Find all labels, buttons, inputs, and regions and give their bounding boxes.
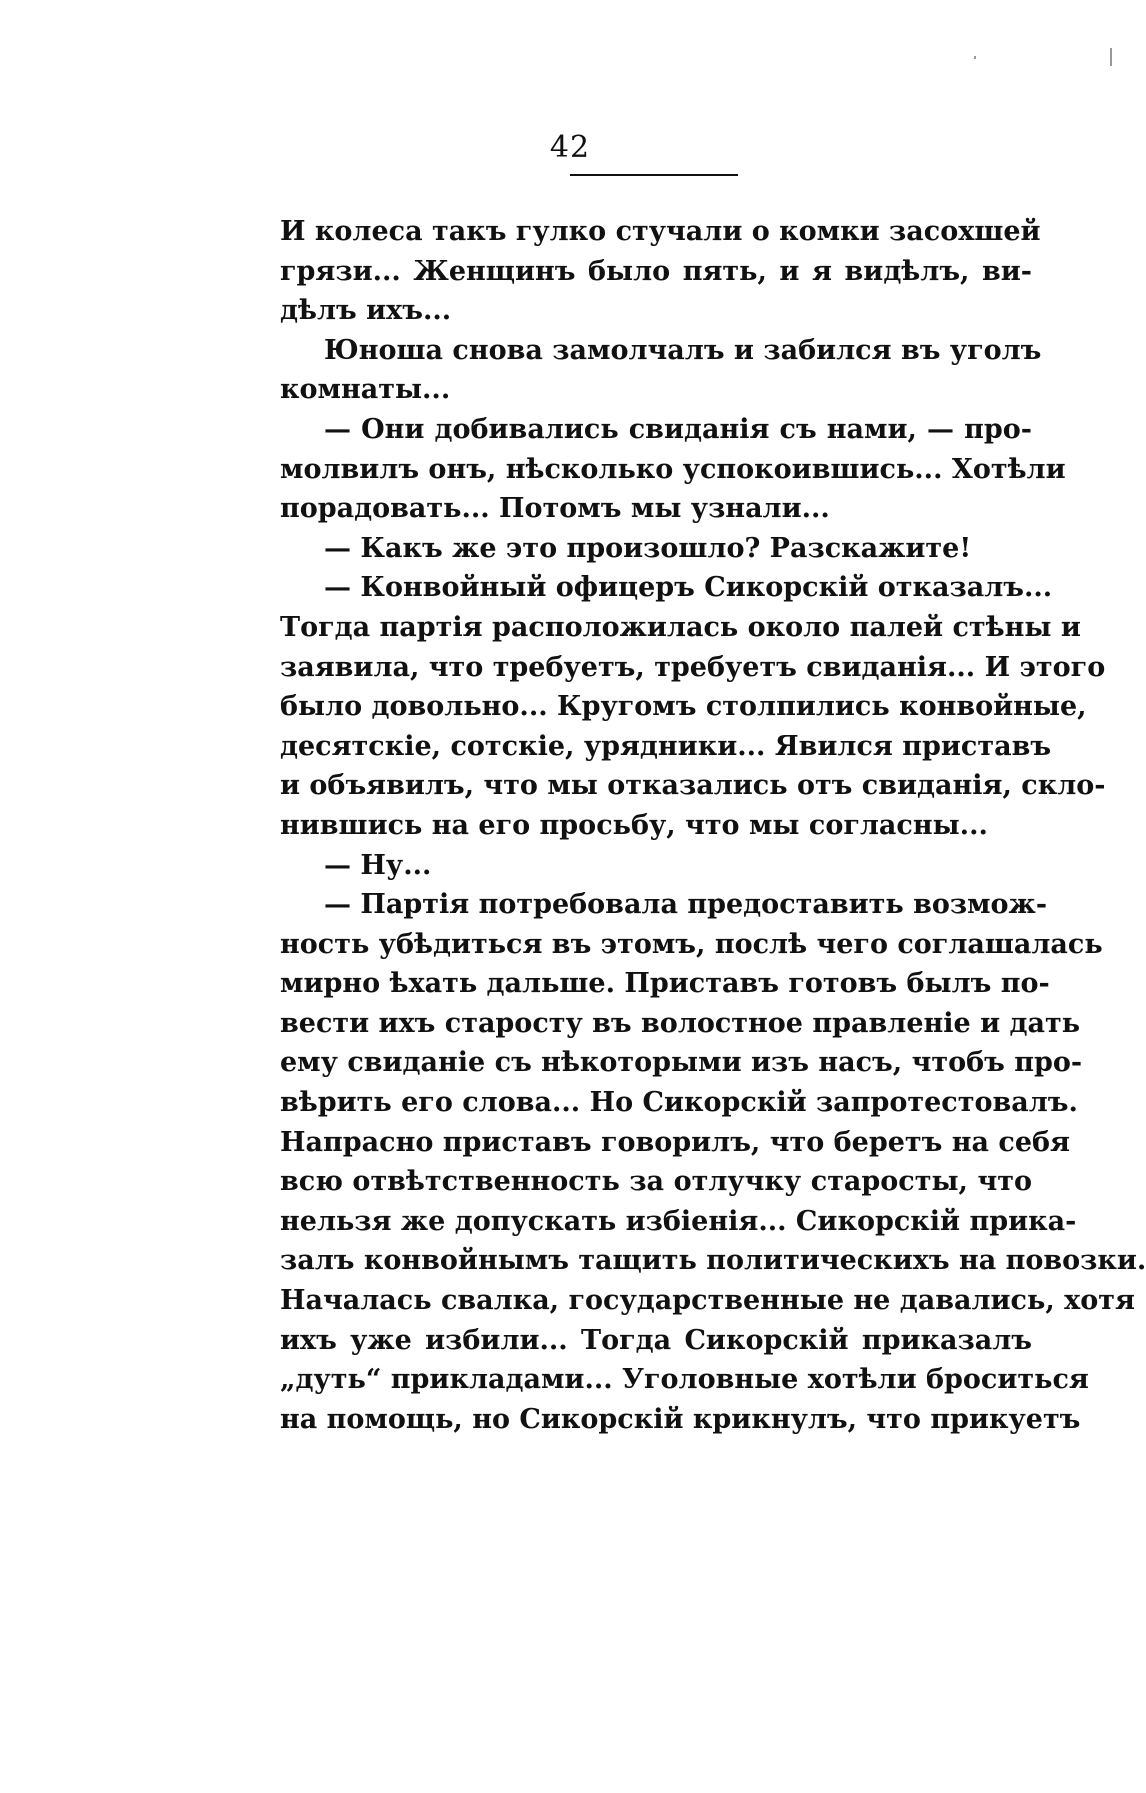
dialogue-line: — Ну... <box>324 849 432 881</box>
text-line: ность убѣдиться въ этомъ, послѣ чего соглашалась <box>280 928 1103 960</box>
body-text <box>280 212 1146 1439</box>
text-line: и объявилъ, что мы отказались отъ свиданія, скло- <box>280 770 1106 802</box>
text-line: молвилъ онъ, нѣсколько успокоившись... Хотѣли <box>280 453 1066 485</box>
text-line: мирно ѣхать дальше. Приставъ готовъ былъ по- <box>280 968 1050 1000</box>
text-line: нельзя же допускать избіенія... Сикорскій прика- <box>280 1205 1077 1237</box>
text-line: заявила, что требуетъ, требуетъ свиданія... И этого <box>280 651 1106 683</box>
paragraph-line: Юноша снова замолчалъ и забился въ уголъ <box>324 334 1042 366</box>
text-line: десятскіе, сотскіе, урядники... Явился приставъ <box>280 730 1052 762</box>
dialogue-line: — Они добивались свиданія съ нами, — про- <box>324 413 1032 445</box>
scan-speck <box>974 56 976 59</box>
text-line: Напрасно приставъ говорилъ, что беретъ на себя <box>280 1126 1070 1158</box>
dialogue-line: — Конвойный офицеръ Сикорскій отказалъ... <box>324 572 1053 604</box>
text-line: вѣрить его слова... Но Сикорскій запротестовалъ. <box>280 1087 1078 1119</box>
text-line: было довольно... Кругомъ столпились конвойные, <box>280 691 1087 723</box>
text-line: И колеса такъ гулко стучали о комки засохшей <box>280 216 1041 247</box>
text-line: на помощь, но Сикорскій крикнулъ, что прикуетъ <box>280 1403 1081 1435</box>
text-line: порадовать... Потомъ мы узнали... <box>280 493 830 525</box>
text-line: Началась свалка, государственные не давались, хотя <box>280 1285 1135 1317</box>
text-line: вести ихъ старосту въ волостное правленіе и дать <box>280 1007 1081 1039</box>
scan-speck <box>1110 48 1112 66</box>
text-line: дѣлъ ихъ... <box>280 295 452 327</box>
text-line: Тогда партія расположилась около палей стѣны и <box>280 611 1081 643</box>
text-line: ихъ уже избили... Тогда Сикорскій приказалъ <box>280 1324 1032 1356</box>
text-line: ему свиданіе съ нѣкоторыми изъ насъ, чтобъ про- <box>280 1047 1083 1079</box>
text-line: нившись на его просьбу, что мы согласны... <box>280 809 988 841</box>
text-line: „дуть“ прикладами... Уголовные хотѣли броситься <box>280 1364 1089 1396</box>
page-number-rule <box>570 174 738 176</box>
text-line: комнаты... <box>280 374 451 406</box>
text-line: залъ конвойнымъ тащить политическихъ на повозки. <box>280 1245 1146 1277</box>
text-line: всю отвѣтственность за отлучку старосты, что <box>280 1166 1032 1198</box>
page-number: 42 <box>549 130 591 165</box>
dialogue-line: — Партія потребовала предоставить возмож- <box>324 889 1048 921</box>
dialogue-line: — Какъ же это произошло? Разскажите! <box>324 532 972 564</box>
text-line: грязи... Женщинъ было пять, и я видѣлъ, ви- <box>280 255 1032 287</box>
